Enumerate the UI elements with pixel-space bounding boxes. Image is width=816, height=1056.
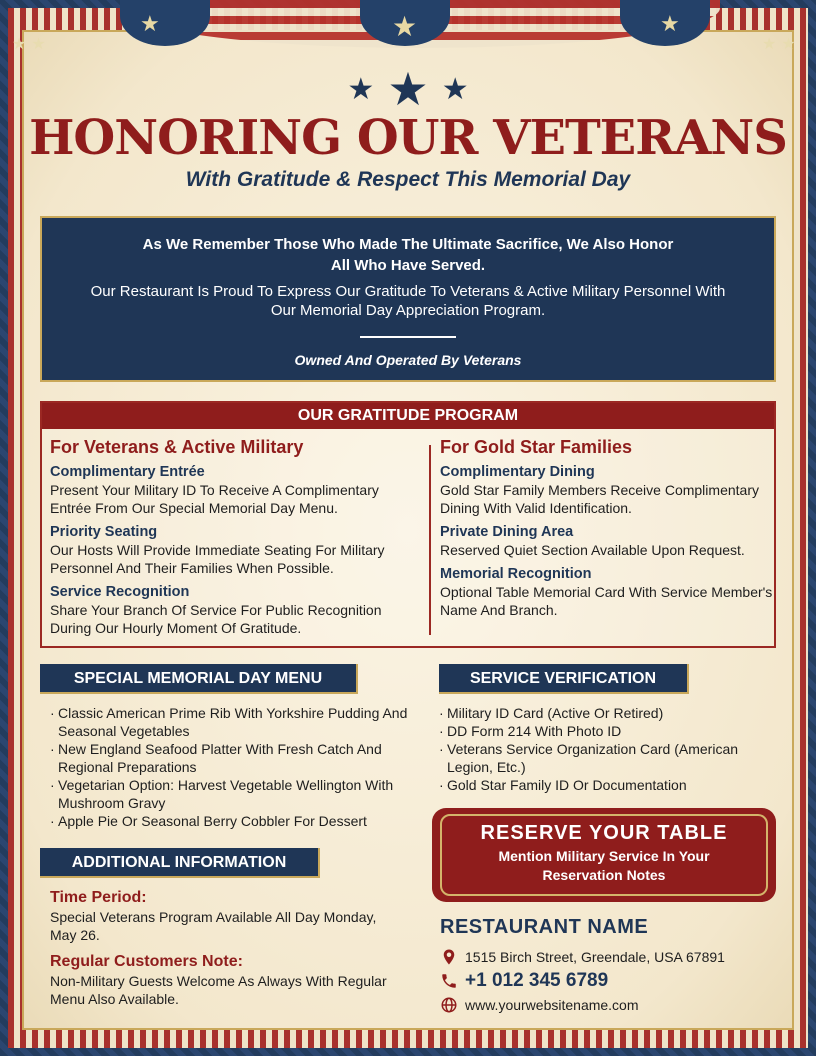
additional-heading: ADDITIONAL INFORMATION	[40, 848, 320, 878]
page-subtitle: With Gratitude & Respect This Memorial Day	[185, 168, 631, 191]
program-item-desc: Share Your Branch Of Service For Public Recognition During Our Hourly Moment Of Gratitude.	[50, 602, 382, 636]
time-period-label: Time Period:	[50, 889, 147, 906]
verification-item: · DD Form 214 With Photo ID	[439, 722, 739, 740]
menu-list	[50, 704, 420, 830]
website-link[interactable]: www.yourwebsitename.com	[465, 997, 639, 1013]
menu-item: · New England Seafood Platter With Fresh Catch And Regional Preparations	[50, 740, 420, 776]
menu-heading: SPECIAL MEMORIAL DAY MENU	[40, 664, 358, 694]
bunting-star-icon: ★	[140, 12, 160, 37]
reserve-banner-frame	[440, 814, 768, 896]
program-heading: OUR GRATITUDE PROGRAM	[42, 403, 774, 429]
additional-info	[50, 888, 390, 1016]
star-icon: ★	[387, 62, 429, 116]
intro-box	[40, 216, 776, 382]
program-item-name: Complimentary Dining	[440, 464, 595, 480]
time-period-text: Special Veterans Program Available All Day Monday, May 26.	[50, 909, 377, 943]
regular-customers-text: Non-Military Guests Welcome As Always With Regular Menu Also Available.	[50, 973, 387, 1007]
regular-customers-label: Regular Customers Note:	[50, 953, 243, 970]
phone-row	[440, 969, 780, 993]
program-item-desc: Gold Star Family Members Receive Complimentary Dining With Valid Identification.	[440, 482, 759, 516]
reserve-note: Mention Military Service In Your Reservation Notes	[498, 848, 710, 883]
program-item-desc: Optional Table Memorial Card With Service Member's Name And Branch.	[440, 584, 773, 618]
program-item-name: Service Recognition	[50, 584, 190, 600]
program-item-name: Memorial Recognition	[440, 566, 592, 582]
website-row	[440, 993, 780, 1017]
verification-list	[439, 704, 739, 794]
reserve-banner	[432, 808, 776, 902]
corner-stars-icon: ★ ★	[762, 34, 796, 53]
bunting-star-icon: ★	[392, 10, 418, 43]
program-item-name: Private Dining Area	[440, 524, 574, 540]
verification-item: · Gold Star Family ID Or Documentation	[439, 776, 739, 794]
program-divider	[429, 445, 431, 635]
program-item-name: Priority Seating	[50, 524, 158, 540]
address-text: 1515 Birch Street, Greendale, USA 67891	[465, 949, 725, 965]
menu-item: · Classic American Prime Rib With Yorkshire Pudding And Seasonal Vegetables	[50, 704, 420, 740]
bunting-star-icon: ★	[660, 12, 680, 37]
program-left-title: For Veterans & Active Military	[50, 437, 304, 457]
verification-item: · Veterans Service Organization Card (American Legion, Etc.)	[439, 740, 739, 776]
program-item-desc: Reserved Quiet Section Available Upon Request.	[440, 542, 745, 558]
intro-line-2: Our Restaurant Is Proud To Express Our Gratitude To Veterans & Active Military Personnel With Our Memorial Day Appreciation Program.	[90, 283, 726, 319]
star-icon: ★	[441, 71, 469, 107]
title-stars	[0, 62, 816, 116]
verification-heading: SERVICE VERIFICATION	[439, 664, 689, 694]
program-gold-star-column	[440, 437, 774, 625]
menu-item: · Apple Pie Or Seasonal Berry Cobbler For Dessert	[50, 812, 420, 830]
program-item-desc: Present Your Military ID To Receive A Complimentary Entrée From Our Special Memorial Day Menu.	[50, 482, 379, 516]
program-right-title: For Gold Star Families	[440, 437, 633, 457]
star-icon: ★	[347, 71, 375, 107]
intro-line-3: Owned And Operated By Veterans	[294, 352, 522, 368]
intro-line-1: As We Remember Those Who Made The Ultimate Sacrifice, We Also Honor All Who Have Served.	[142, 236, 674, 274]
verification-item: · Military ID Card (Active Or Retired)	[439, 704, 739, 722]
corner-stars-icon: ★ ★	[12, 34, 46, 53]
page-title: HONORING OUR VETERANS	[29, 110, 787, 166]
program-item-name: Complimentary Entrée	[50, 464, 205, 480]
phone-icon	[440, 972, 458, 990]
contact-block	[440, 916, 780, 1017]
reserve-title: RESERVE YOUR TABLE	[480, 822, 728, 844]
phone-number[interactable]: +1 012 345 6789	[465, 970, 609, 991]
menu-item: · Vegetarian Option: Harvest Vegetable Wellington With Mushroom Gravy	[50, 776, 420, 812]
restaurant-name: RESTAURANT NAME	[440, 916, 649, 938]
intro-divider	[360, 336, 456, 338]
program-veterans-column	[50, 437, 410, 643]
address-row	[440, 945, 780, 969]
location-pin-icon	[440, 948, 458, 966]
gratitude-program	[40, 401, 776, 648]
program-item-desc: Our Hosts Will Provide Immediate Seating For Military Personnel And Their Families When Possible.	[50, 542, 385, 576]
globe-icon	[440, 996, 458, 1014]
